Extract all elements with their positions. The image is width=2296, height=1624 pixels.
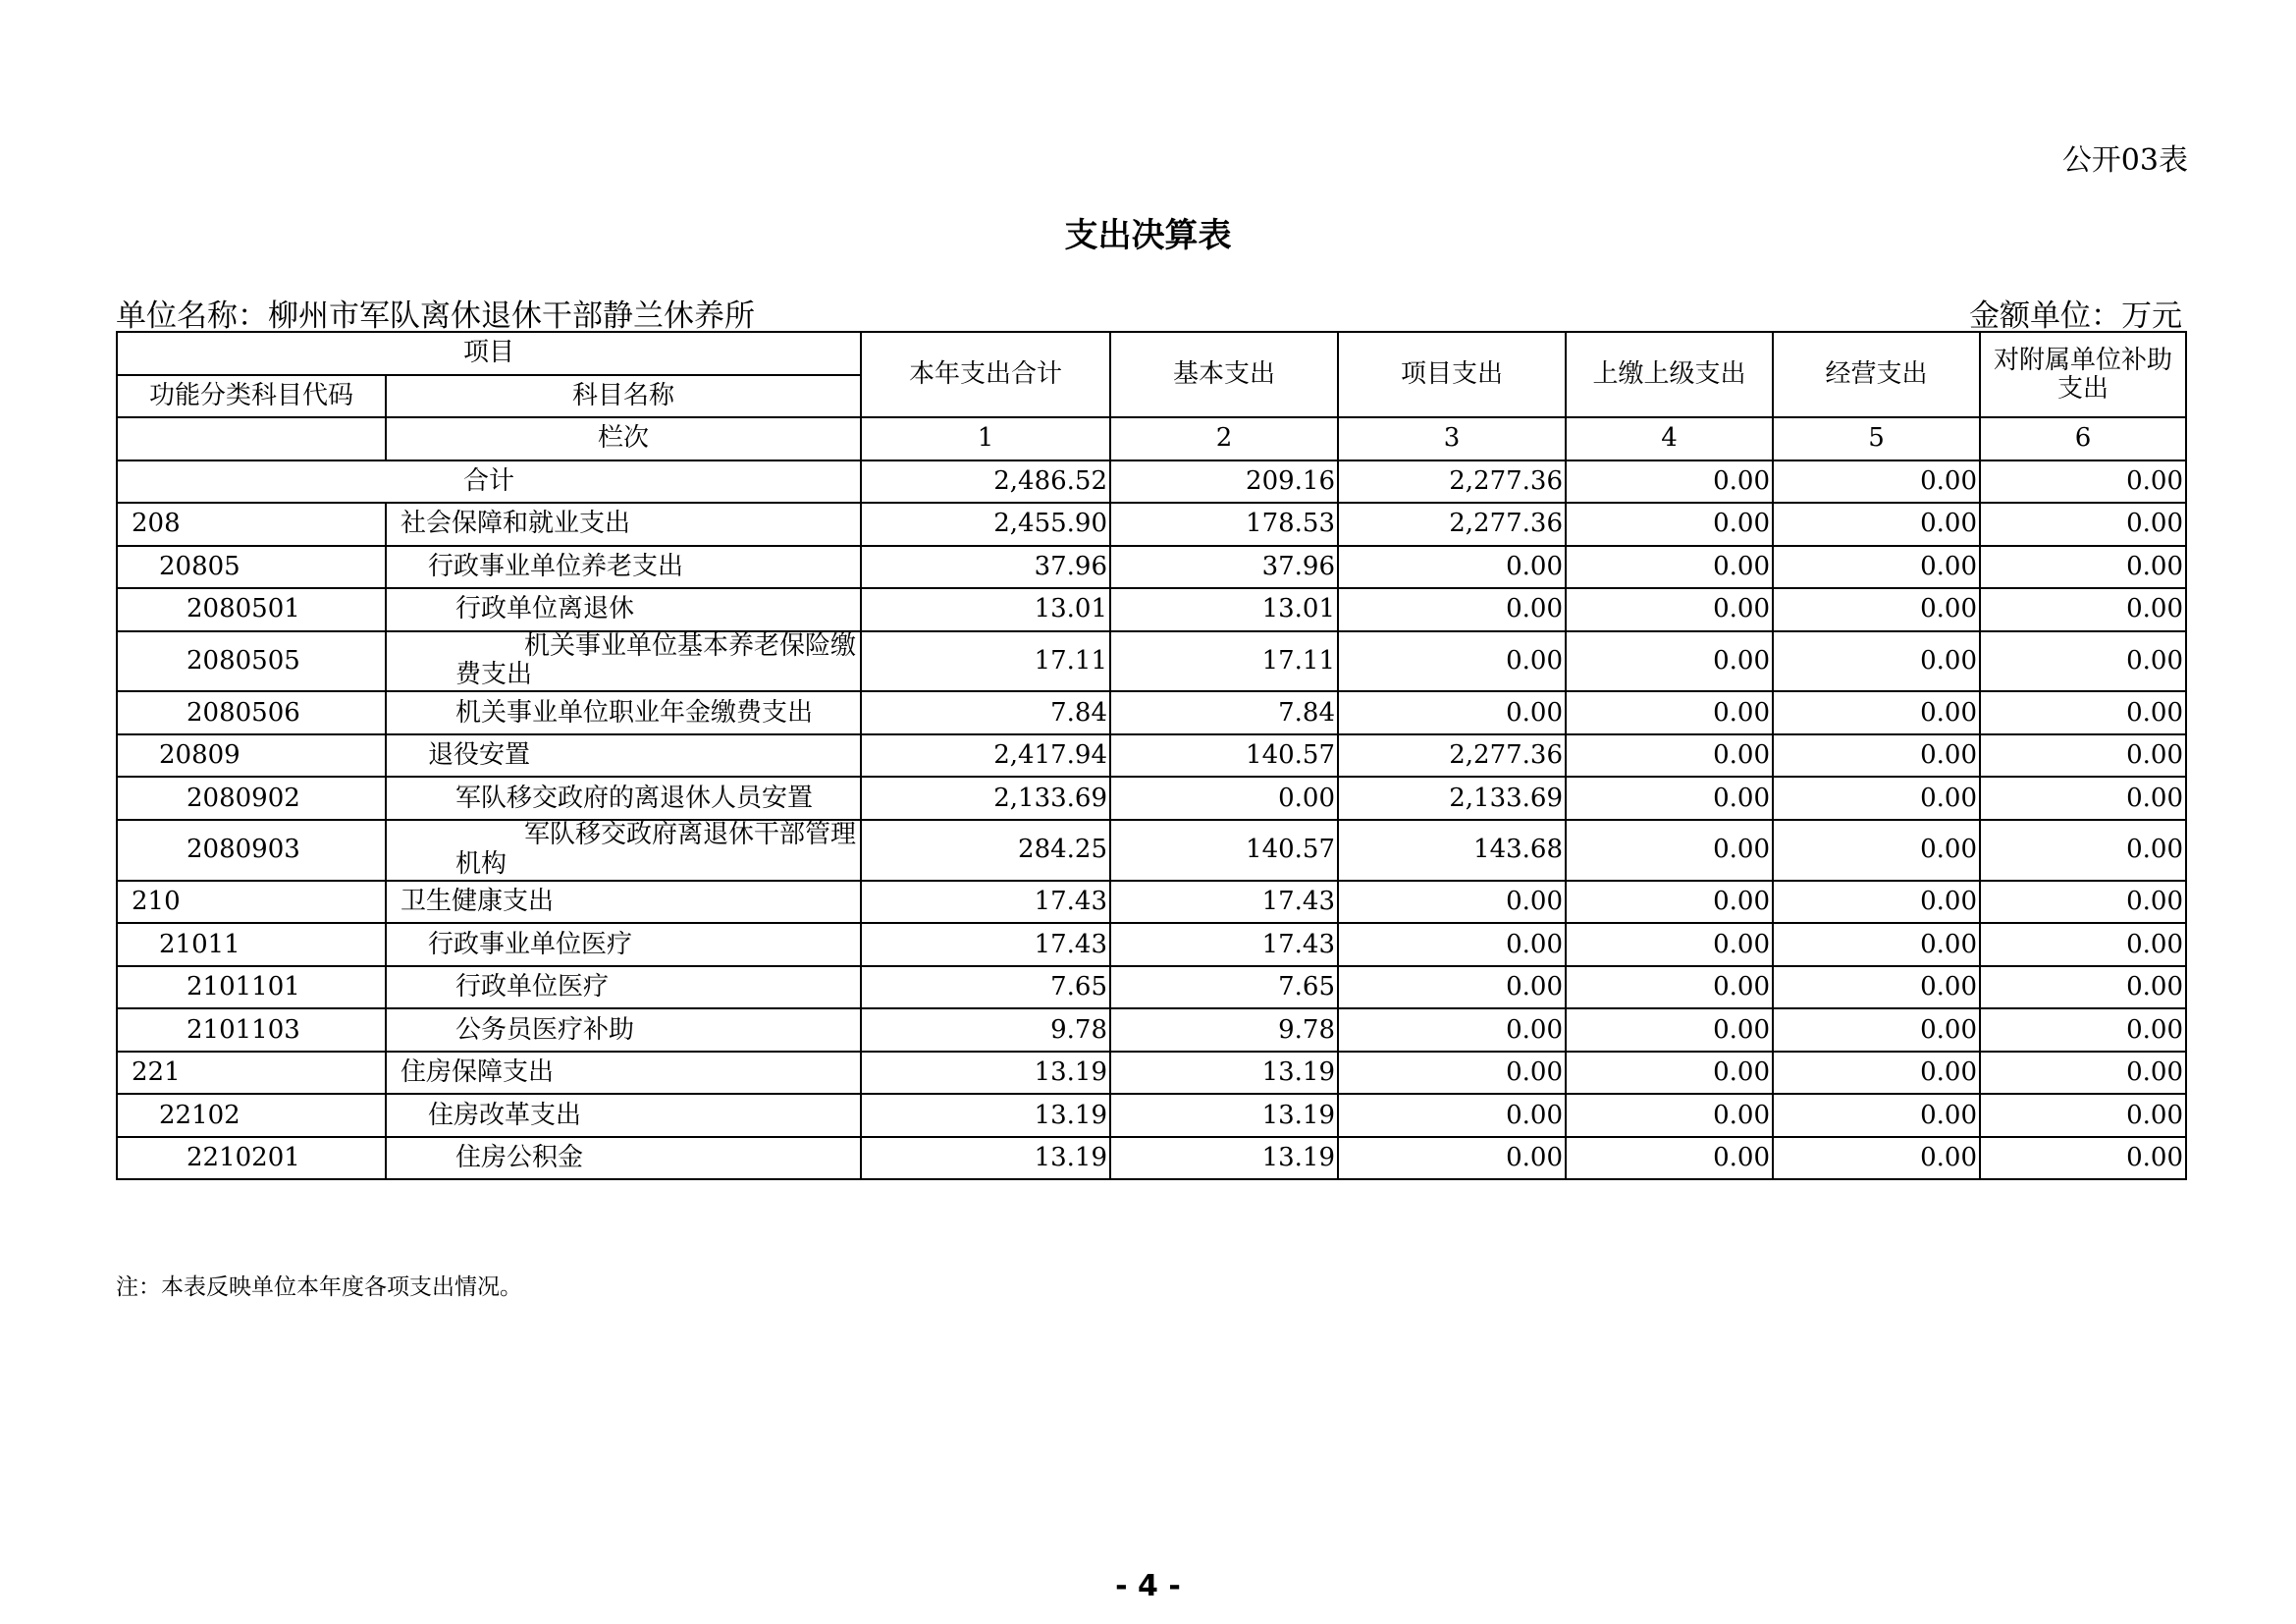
cell-value: 17.43 — [861, 923, 1110, 966]
cell-value: 0.00 — [1566, 777, 1773, 820]
cell-code: 2080505 — [117, 631, 386, 692]
header-name: 科目名称 — [386, 375, 861, 418]
cell-value: 0.00 — [1773, 546, 1980, 589]
cell-value: 0.00 — [1566, 588, 1773, 631]
table-row — [117, 691, 2186, 734]
cell-value: 0.00 — [1338, 546, 1566, 589]
total-label: 合计 — [117, 460, 861, 504]
cell-value: 13.01 — [1110, 588, 1338, 631]
cell-value: 0.00 — [1566, 966, 1773, 1009]
cell-value: 0.00 — [1980, 734, 2186, 778]
cell-value: 0.00 — [1980, 460, 2186, 504]
cell-value: 0.00 — [1566, 460, 1773, 504]
header-col-subsidy: 对附属单位补助支出 — [1980, 332, 2186, 417]
cell-value: 0.00 — [1773, 923, 1980, 966]
header-col-basic: 基本支出 — [1110, 332, 1338, 417]
cell-value: 0.00 — [1566, 1008, 1773, 1052]
table-row — [117, 923, 2186, 966]
header-col-seq: 栏次 — [386, 417, 861, 460]
cell-value: 2,133.69 — [1338, 777, 1566, 820]
table-row — [117, 588, 2186, 631]
cell-name: 卫生健康支出 — [386, 881, 861, 924]
cell-value: 2,417.94 — [861, 734, 1110, 778]
cell-value: 0.00 — [1566, 1137, 1773, 1180]
cell-value: 0.00 — [1980, 503, 2186, 546]
table-row — [117, 631, 2186, 692]
cell-value: 0.00 — [1980, 777, 2186, 820]
cell-value: 0.00 — [1980, 1052, 2186, 1095]
cell-value: 9.78 — [861, 1008, 1110, 1052]
cell-value: 0.00 — [1566, 734, 1773, 778]
cell-value: 0.00 — [1338, 923, 1566, 966]
cell-value: 37.96 — [1110, 546, 1338, 589]
cell-name: 公务员医疗补助 — [386, 1008, 861, 1052]
cell-value: 2,277.36 — [1338, 460, 1566, 504]
cell-code: 20809 — [117, 734, 386, 778]
cell-value: 0.00 — [1773, 691, 1980, 734]
cell-code: 210 — [117, 881, 386, 924]
cell-value: 17.11 — [1110, 631, 1338, 692]
page-number: - 4 - — [1115, 1569, 1181, 1603]
cell-value: 0.00 — [1980, 631, 2186, 692]
cell-code: 21011 — [117, 923, 386, 966]
cell-code: 2101101 — [117, 966, 386, 1009]
cell-value: 0.00 — [1773, 1094, 1980, 1137]
table-row — [117, 1094, 2186, 1137]
cell-name: 社会保障和就业支出 — [386, 503, 861, 546]
total-row — [117, 460, 2186, 504]
cell-value: 0.00 — [1566, 631, 1773, 692]
page-title: 支出决算表 — [1064, 216, 1232, 255]
cell-name: 住房保障支出 — [386, 1052, 861, 1095]
cell-code: 2101103 — [117, 1008, 386, 1052]
cell-value: 0.00 — [1566, 503, 1773, 546]
cell-value: 0.00 — [1773, 588, 1980, 631]
cell-name: 行政单位离退休 — [386, 588, 861, 631]
cell-value: 7.65 — [861, 966, 1110, 1009]
header-col-total: 本年支出合计 — [861, 332, 1110, 417]
header-code: 功能分类科目代码 — [117, 375, 386, 418]
table-row — [117, 503, 2186, 546]
expenditure-table — [116, 331, 2187, 1180]
cell-value: 0.00 — [1773, 1052, 1980, 1095]
cell-value: 0.00 — [1566, 820, 1773, 881]
cell-name: 军队移交政府的离退休人员安置 — [386, 777, 861, 820]
cell-value: 13.01 — [861, 588, 1110, 631]
cell-value: 0.00 — [1980, 923, 2186, 966]
header-item: 项目 — [117, 332, 861, 375]
cell-value: 0.00 — [1773, 820, 1980, 881]
cell-value: 0.00 — [1773, 777, 1980, 820]
cell-name: 住房公积金 — [386, 1137, 861, 1180]
cell-name: 机关事业单位基本养老保险缴费支出 — [386, 631, 861, 692]
cell-name: 行政单位医疗 — [386, 966, 861, 1009]
cell-value: 143.68 — [1338, 820, 1566, 881]
cell-value: 0.00 — [1980, 588, 2186, 631]
cell-value: 0.00 — [1980, 691, 2186, 734]
cell-value: 0.00 — [1338, 1137, 1566, 1180]
cell-name: 住房改革支出 — [386, 1094, 861, 1137]
cell-value: 7.65 — [1110, 966, 1338, 1009]
table-row — [117, 1008, 2186, 1052]
cell-value: 209.16 — [1110, 460, 1338, 504]
cell-value: 0.00 — [1773, 881, 1980, 924]
cell-value: 37.96 — [861, 546, 1110, 589]
cell-value: 178.53 — [1110, 503, 1338, 546]
col-num: 2 — [1110, 417, 1338, 460]
currency-unit: 金额单位：万元 — [1969, 298, 2182, 334]
cell-value: 0.00 — [1980, 546, 2186, 589]
cell-value: 13.19 — [861, 1052, 1110, 1095]
cell-value: 0.00 — [1338, 1094, 1566, 1137]
cell-value: 0.00 — [1980, 1008, 2186, 1052]
cell-name: 退役安置 — [386, 734, 861, 778]
cell-value: 0.00 — [1980, 881, 2186, 924]
cell-code: 208 — [117, 503, 386, 546]
col-num: 4 — [1566, 417, 1773, 460]
col-num: 6 — [1980, 417, 2186, 460]
cell-value: 13.19 — [1110, 1137, 1338, 1180]
table-row — [117, 1052, 2186, 1095]
cell-value: 2,277.36 — [1338, 503, 1566, 546]
cell-value: 0.00 — [1980, 966, 2186, 1009]
cell-code: 2080903 — [117, 820, 386, 881]
cell-value: 0.00 — [1566, 691, 1773, 734]
cell-code: 20805 — [117, 546, 386, 589]
table-row — [117, 820, 2186, 881]
cell-value: 13.19 — [1110, 1052, 1338, 1095]
cell-value: 0.00 — [1338, 966, 1566, 1009]
table-row — [117, 777, 2186, 820]
cell-value: 0.00 — [1773, 460, 1980, 504]
cell-value: 0.00 — [1110, 777, 1338, 820]
header-col-remit: 上缴上级支出 — [1566, 332, 1773, 417]
cell-value: 17.43 — [1110, 923, 1338, 966]
cell-code: 221 — [117, 1052, 386, 1095]
col-num: 1 — [861, 417, 1110, 460]
cell-value: 0.00 — [1773, 1137, 1980, 1180]
cell-name: 行政事业单位养老支出 — [386, 546, 861, 589]
cell-name: 军队移交政府离退休干部管理机构 — [386, 820, 861, 881]
cell-name: 机关事业单位职业年金缴费支出 — [386, 691, 861, 734]
cell-value: 140.57 — [1110, 734, 1338, 778]
cell-value: 17.43 — [1110, 881, 1338, 924]
cell-value: 0.00 — [1980, 1094, 2186, 1137]
cell-value: 0.00 — [1338, 588, 1566, 631]
cell-value: 0.00 — [1338, 1052, 1566, 1095]
table-note: 注：本表反映单位本年度各项支出情况。 — [116, 1274, 522, 1300]
cell-value: 0.00 — [1980, 1137, 2186, 1180]
table-row — [117, 881, 2186, 924]
seq-blank — [117, 417, 386, 460]
cell-value: 0.00 — [1566, 923, 1773, 966]
unit-name: 单位名称：柳州市军队离休退休干部静兰休养所 — [116, 298, 755, 334]
cell-value: 13.19 — [1110, 1094, 1338, 1137]
form-number: 公开03表 — [2061, 143, 2188, 178]
cell-value: 0.00 — [1566, 881, 1773, 924]
cell-name: 行政事业单位医疗 — [386, 923, 861, 966]
cell-value: 9.78 — [1110, 1008, 1338, 1052]
col-num: 3 — [1338, 417, 1566, 460]
cell-value: 17.11 — [861, 631, 1110, 692]
cell-value: 0.00 — [1566, 1094, 1773, 1137]
cell-value: 0.00 — [1338, 1008, 1566, 1052]
cell-value: 2,133.69 — [861, 777, 1110, 820]
header-col-project: 项目支出 — [1338, 332, 1566, 417]
table-row — [117, 966, 2186, 1009]
cell-value: 7.84 — [1110, 691, 1338, 734]
table-row — [117, 1137, 2186, 1180]
cell-value: 284.25 — [861, 820, 1110, 881]
cell-value: 0.00 — [1338, 631, 1566, 692]
cell-value: 0.00 — [1773, 631, 1980, 692]
cell-value: 2,455.90 — [861, 503, 1110, 546]
cell-value: 2,277.36 — [1338, 734, 1566, 778]
cell-value: 0.00 — [1338, 691, 1566, 734]
cell-value: 13.19 — [861, 1094, 1110, 1137]
table-row — [117, 546, 2186, 589]
cell-value: 0.00 — [1980, 820, 2186, 881]
col-num: 5 — [1773, 417, 1980, 460]
cell-code: 2080501 — [117, 588, 386, 631]
cell-value: 7.84 — [861, 691, 1110, 734]
header-col-operating: 经营支出 — [1773, 332, 1980, 417]
cell-value: 140.57 — [1110, 820, 1338, 881]
cell-code: 2080506 — [117, 691, 386, 734]
cell-value: 0.00 — [1566, 1052, 1773, 1095]
cell-code: 2080902 — [117, 777, 386, 820]
cell-value: 0.00 — [1773, 503, 1980, 546]
table-body — [117, 460, 2186, 1180]
cell-value: 0.00 — [1773, 1008, 1980, 1052]
cell-code: 22102 — [117, 1094, 386, 1137]
cell-value: 13.19 — [861, 1137, 1110, 1180]
table-header — [117, 332, 2186, 460]
cell-value: 0.00 — [1773, 734, 1980, 778]
cell-code: 2210201 — [117, 1137, 386, 1180]
table-row — [117, 734, 2186, 778]
cell-value: 17.43 — [861, 881, 1110, 924]
cell-value: 2,486.52 — [861, 460, 1110, 504]
cell-value: 0.00 — [1773, 966, 1980, 1009]
cell-value: 0.00 — [1338, 881, 1566, 924]
cell-value: 0.00 — [1566, 546, 1773, 589]
